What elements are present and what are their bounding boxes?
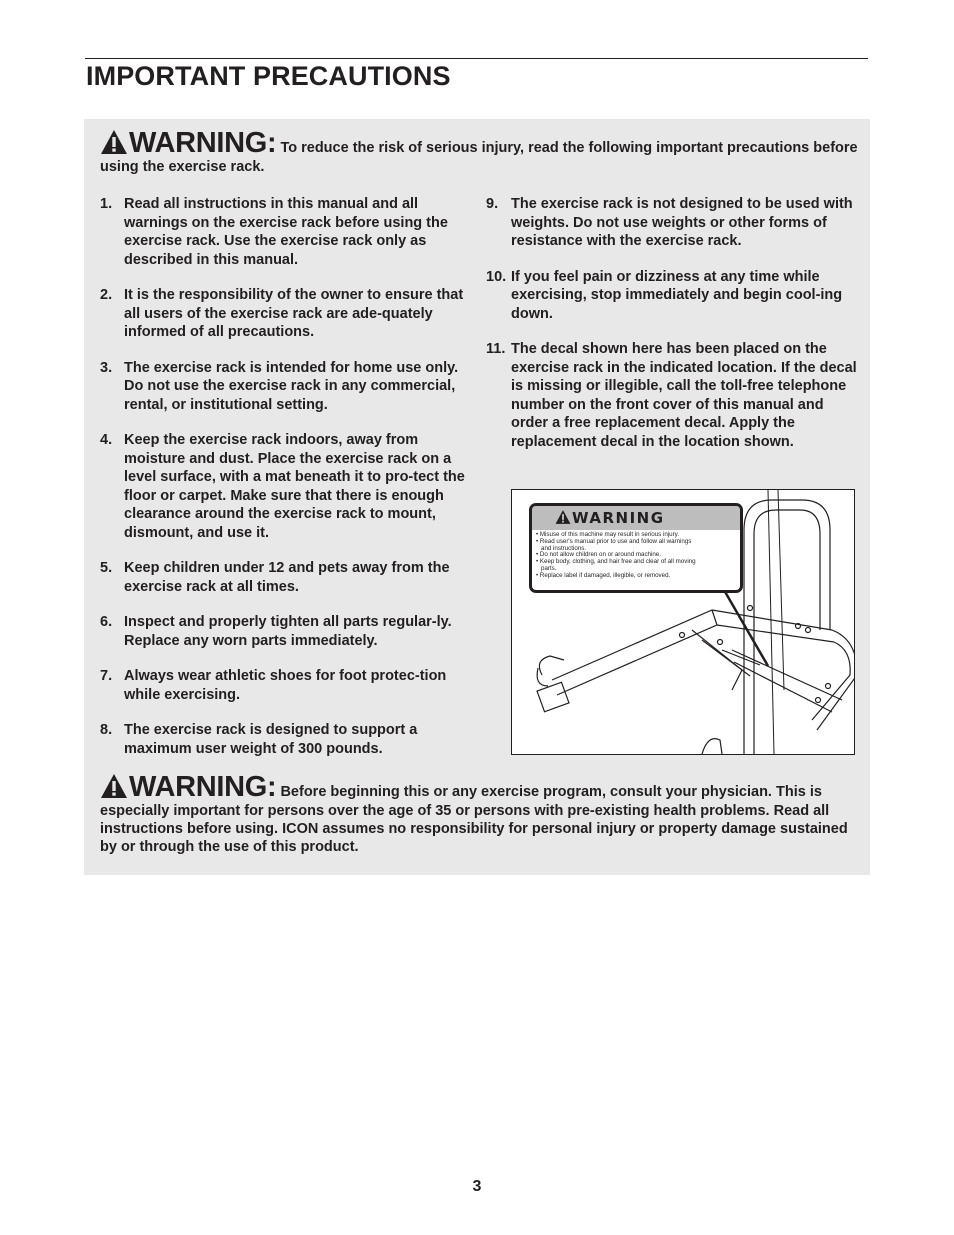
- precaution-item-9: [486, 195, 858, 251]
- item-text: Keep the exercise rack indoors, away from moisture and dust. Place the exercise rack on a level surface, with a mat beneath it to pro-tect the floor or carpet. Make sure that there is enough clearance around the exercise rack to mount, dismount, and use it.: [124, 432, 465, 541]
- item-text: It is the responsibility of the owner to ensure that all users of the exercise rack are ade-quately informed of all precautions.: [124, 287, 464, 340]
- warning-bottom: [100, 772, 860, 856]
- item-text: Keep children under 12 and pets away from the exercise rack at all times.: [124, 560, 450, 595]
- warning-top-text: To reduce the risk of serious injury, read the following important precautions before using the exercise rack.: [100, 140, 858, 175]
- item-number: 3.: [100, 359, 113, 376]
- decal-line: and instructions.: [541, 544, 587, 552]
- item-text: The decal shown here has been placed on the exercise rack in the indicated location. If the decal is missing or illegible, call the toll-free telephone number on the front cover of this manual and order a free replacement decal. Apply the replacement decal in the location shown.: [511, 341, 857, 450]
- decal-line: • Replace label if damaged, illegible, or removed.: [536, 571, 671, 579]
- decal-location-illustration: [511, 489, 855, 755]
- item-text: Read all instructions in this manual and all warnings on the exercise rack before using the exercise rack. Use the exercise rack only as described in this manual.: [124, 196, 448, 268]
- warning-top-word: WARNING:: [129, 127, 277, 159]
- precaution-item-1: [100, 195, 470, 269]
- item-number: 4.: [100, 432, 113, 448]
- decal-line: • Keep body, clothing, and hair free and clear of all moving: [536, 558, 696, 566]
- item-number: 5.: [100, 560, 113, 576]
- page-title: IMPORTANT PRECAUTIONS: [86, 61, 451, 91]
- warning-triangle-icon: [100, 129, 128, 155]
- item-text: The exercise rack is designed to support a maximum user weight of 300 pounds.: [124, 722, 418, 757]
- precaution-item-10: [486, 268, 858, 324]
- precaution-item-7: [100, 667, 470, 704]
- item-text: Inspect and properly tighten all parts regular-ly. Replace any worn parts immediately.: [124, 614, 452, 649]
- warning-top: [100, 128, 860, 176]
- warning-bottom-text: Before beginning this or any exercise program, consult your physician. This is especially important for persons over the age of 35 or persons with pre-existing health problems. Read all instructions before using. ICON assumes no responsibility for personal injury or property damage sustained by or through the use of this product.: [100, 784, 848, 855]
- decal-title-text: WARNING: [572, 509, 665, 527]
- precaution-item-8: [100, 721, 470, 758]
- item-number: 10.: [486, 268, 507, 285]
- item-text: The exercise rack is intended for home use only. Do not use the exercise rack in any commercial, rental, or institutional setting.: [124, 359, 459, 413]
- precaution-item-4: [100, 431, 470, 542]
- decal-line: • Read user's manual prior to use and follow all warnings: [536, 537, 692, 545]
- decal-text: [532, 530, 740, 580]
- precaution-item-5: [100, 559, 470, 596]
- item-number: 2.: [100, 287, 113, 303]
- item-text: The exercise rack is not designed to be used with weights. Do not use weights or other forms of resistance with the exercise rack.: [511, 196, 853, 249]
- top-rule: [85, 58, 868, 59]
- item-number: 7.: [100, 668, 113, 684]
- precaution-item-2: [100, 286, 470, 342]
- precautions-left-column: [100, 195, 470, 775]
- warning-decal: [529, 503, 743, 593]
- decal-line: parts.: [541, 564, 557, 572]
- warning-triangle-icon: [100, 773, 128, 799]
- item-number: 11.: [486, 341, 506, 357]
- decal-line: • Misuse of this machine may result in serious injury.: [536, 531, 680, 538]
- warning-bottom-word: WARNING:: [129, 771, 277, 803]
- precaution-item-11: [486, 340, 858, 451]
- item-number: 9.: [486, 196, 499, 212]
- item-number: 8.: [100, 722, 113, 738]
- precautions-right-column: [486, 195, 858, 468]
- page-number: 3: [472, 1178, 482, 1195]
- item-text: Always wear athletic shoes for foot protec-tion while exercising.: [124, 668, 447, 703]
- item-text: If you feel pain or dizziness at any time while exercising, stop immediately and begin cool-ing down.: [511, 268, 843, 322]
- decal-line: • Do not allow children on or around machine.: [536, 551, 661, 559]
- item-number: 6.: [100, 614, 113, 630]
- warning-triangle-icon: [555, 509, 571, 525]
- decal-title: [532, 506, 740, 530]
- item-number: 1.: [100, 196, 113, 212]
- precaution-item-6: [100, 613, 470, 650]
- precaution-item-3: [100, 359, 470, 415]
